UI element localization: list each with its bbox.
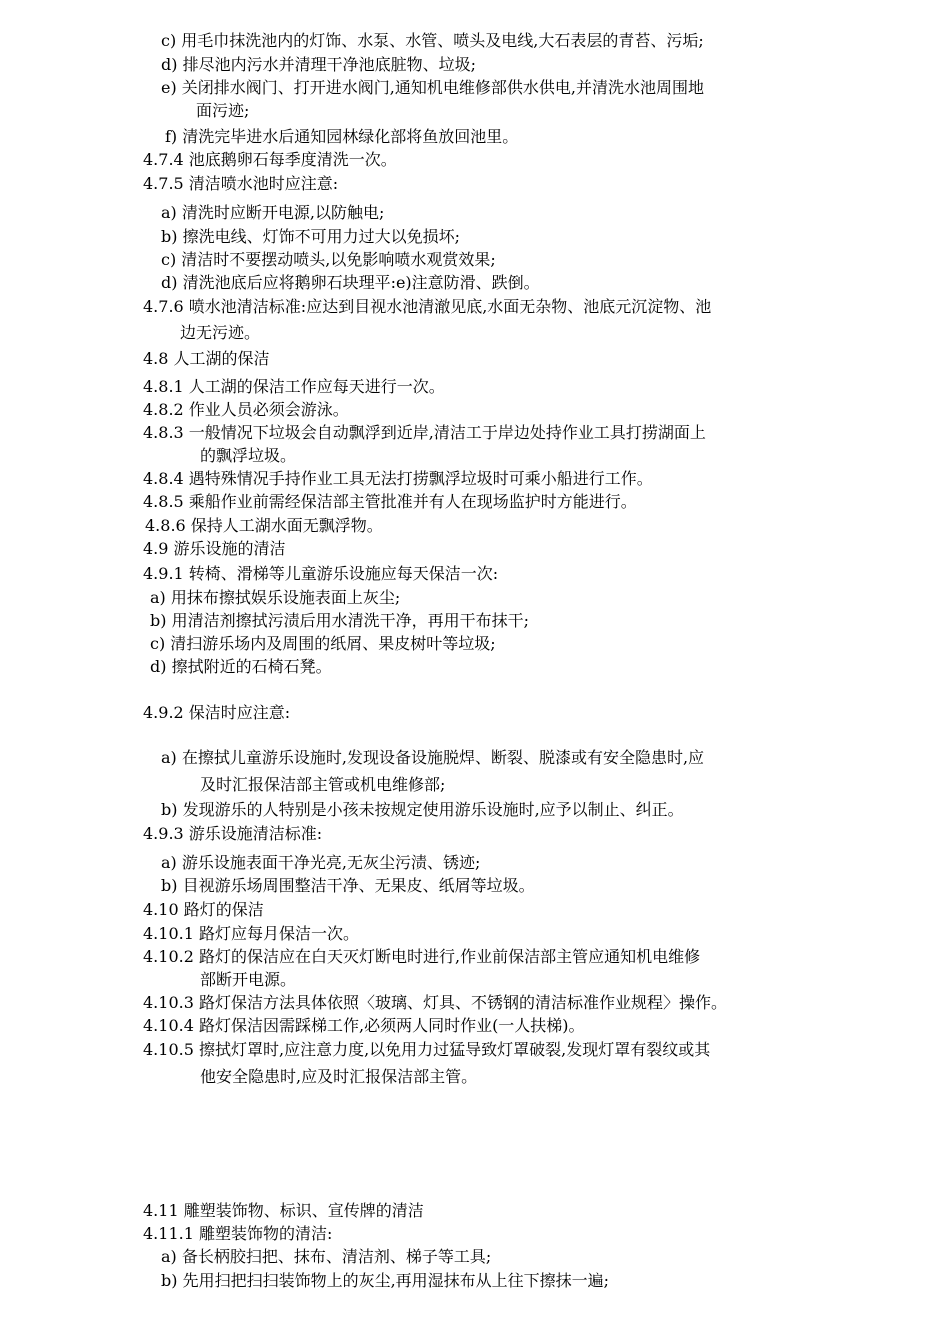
text-line: c) 清洁时不要摆动喷头,以免影响喷水观赏效果; (161, 250, 496, 269)
text-line: 4.11.1 雕塑装饰物的清洁: (143, 1224, 333, 1243)
text-line: 4.10 路灯的保洁 (143, 900, 264, 919)
text-line: b) 用清洁剂擦拭污渍后用水清洗干净，再用干布抹干; (150, 611, 529, 630)
text-line: b) 发现游乐的人特别是小孩未按规定使用游乐设施时,应予以制止、纠正。 (161, 800, 684, 819)
text-line: 4.7.4 池底鹅卵石每季度清洗一次。 (143, 150, 397, 169)
text-line: 4.9.1 转椅、滑梯等儿童游乐设施应每天保洁一次: (143, 564, 499, 583)
text-line: 4.8.5 乘船作业前需经保洁部主管批准并有人在现场监护时方能进行。 (143, 492, 637, 511)
text-line: 他安全隐患时,应及时汇报保洁部主管。 (200, 1067, 478, 1086)
text-line: 4.8.1 人工湖的保洁工作应每天进行一次。 (143, 377, 445, 396)
text-line: 4.7.5 清洁喷水池时应注意: (143, 174, 339, 193)
text-line: 4.8.3 一般情况下垃圾会自动飘浮到近岸,清洁工于岸边处持作业工具打捞湖面上 (143, 423, 706, 442)
text-line: 部断开电源。 (200, 970, 297, 989)
text-line: 4.9.3 游乐设施清洁标准: (143, 824, 323, 843)
text-line: 4.10.5 擦拭灯罩时,应注意力度,以免用力过猛导致灯罩破裂,发现灯罩有裂纹或其 (143, 1040, 711, 1059)
text-line: 面污迹; (196, 101, 250, 120)
text-line: 4.8.6 保持人工湖水面无飘浮物。 (145, 516, 383, 535)
text-line: 4.8.4 遇特殊情况手持作业工具无法打捞飘浮垃圾时可乘小船进行工作。 (143, 469, 653, 488)
text-line: e) 关闭排水阀门、打开进水阀门,通知机电维修部供水供电,并清洗水池周围地 (161, 78, 704, 97)
text-line: b) 先用扫把扫扫装饰物上的灰尘,再用湿抹布从上往下擦抹一遍; (161, 1271, 610, 1290)
text-line: 4.10.2 路灯的保洁应在白天灭灯断电时进行,作业前保洁部主管应通知机电维修 (143, 947, 701, 966)
text-line: b) 目视游乐场周围整洁干净、无果皮、纸屑等垃圾。 (161, 876, 535, 895)
text-line: f) 清洗完毕进水后通知园林绿化部将鱼放回池里。 (165, 127, 519, 146)
text-line: b) 擦洗电线、灯饰不可用力过大以免损坏; (161, 227, 460, 246)
text-line: a) 游乐设施表面干净光亮,无灰尘污渍、锈迹; (161, 853, 481, 872)
text-line: c) 用毛巾抹洗池内的灯饰、水泵、水管、喷头及电线,大石表层的青苔、污垢; (161, 31, 704, 50)
text-line: 4.8.2 作业人员必须会游泳。 (143, 400, 349, 419)
text-line: 4.10.4 路灯保洁因需踩梯工作,必须两人同时作业(一人扶梯)。 (143, 1016, 585, 1035)
text-line: a) 备长柄胶扫把、抹布、清洁剂、梯子等工具; (161, 1247, 492, 1266)
text-line: 4.7.6 喷水池清洁标准:应达到目视水池清澈见底,水面无杂物、池底元沉淀物、池 (143, 297, 712, 316)
text-line: 边无污迹。 (180, 323, 261, 342)
text-line: d) 擦拭附近的石椅石凳。 (150, 657, 332, 676)
text-line: a) 用抹布擦拭娱乐设施表面上灰尘; (150, 588, 401, 607)
text-line: 4.9 游乐设施的清洁 (143, 539, 286, 558)
text-line: 4.8 人工湖的保洁 (143, 349, 270, 368)
text-line: 及时汇报保洁部主管或机电维修部; (200, 775, 446, 794)
text-line: a) 清洗时应断开电源,以防触电; (161, 203, 385, 222)
text-line: 4.9.2 保洁时应注意: (143, 703, 291, 722)
text-line: d) 排尽池内污水并清理干净池底脏物、垃圾; (161, 55, 476, 74)
text-line: 4.10.1 路灯应每月保洁一次。 (143, 924, 359, 943)
text-line: 的飘浮垃圾。 (200, 446, 297, 465)
text-line: 4.10.3 路灯保洁方法具体依照〈玻璃、灯具、不锈钢的清洁标准作业规程〉操作。 (143, 993, 727, 1012)
text-line: d) 清洗池底后应将鹅卵石块理平:e)注意防滑、跌倒。 (161, 273, 540, 292)
text-line: a) 在擦拭儿童游乐设施时,发现设备设施脱焊、断裂、脱漆或有安全隐患时,应 (161, 748, 705, 767)
text-line: c) 清扫游乐场内及周围的纸屑、果皮树叶等垃圾; (150, 634, 496, 653)
text-line: 4.11 雕塑装饰物、标识、宣传牌的清洁 (143, 1201, 424, 1220)
